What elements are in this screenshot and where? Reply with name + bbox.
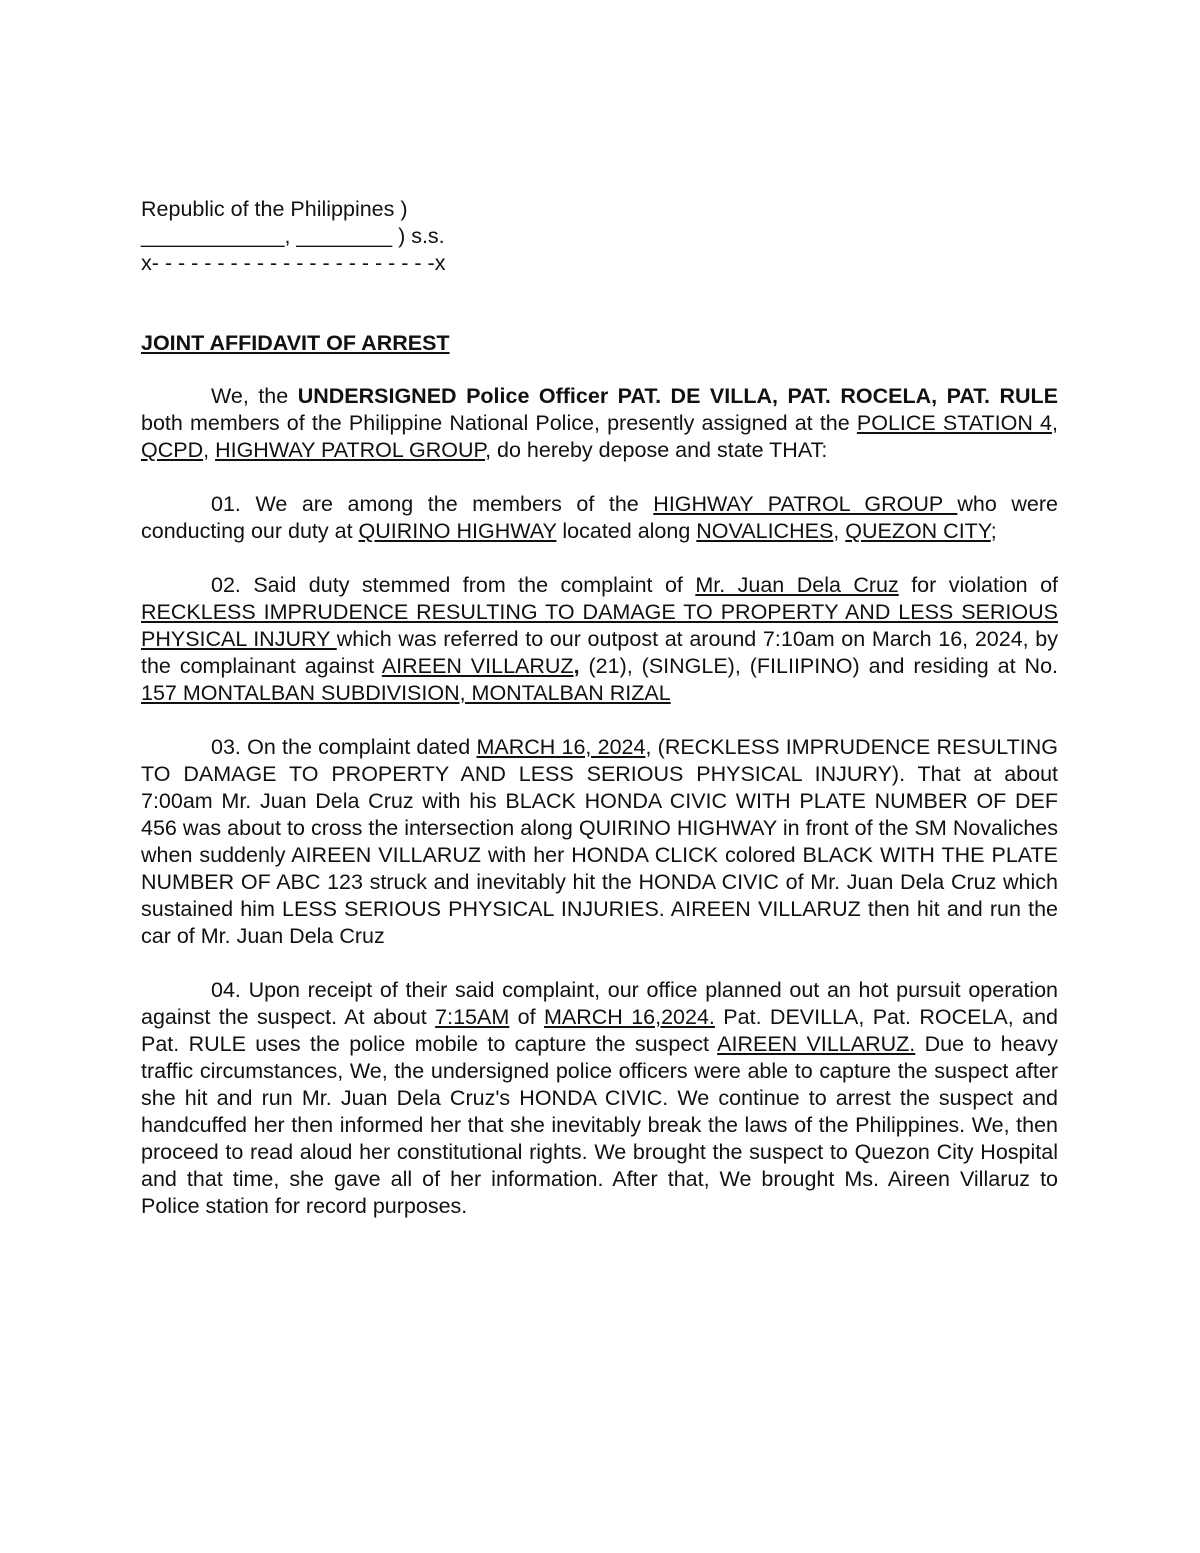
intro-sep-1: , — [1052, 411, 1058, 435]
intro-text-3: , do hereby depose and state THAT: — [485, 438, 828, 462]
p03-text-2: , (RECKLESS IMPRUDENCE RESULTING TO DAMAGE TO PROPERTY AND LESS SERIOUS PHYSICAL INJURY). That at about 7:00am Mr. Juan Dela Cruz with his BLACK HONDA CIVIC WITH PLATE NUMBER OF DEF 456 was about to cross the intersection along QUIRINO HIGHWAY in front of the SM Novaliches when suddenly AIREEN VILLARUZ with her HONDA CLICK colored BLACK WITH THE PLATE NUMBER OF ABC 123 struck and inevitably hit the HONDA CIVIC of Mr. Juan Dela Cruz which sustained him LESS SERIOUS PHYSICAL INJURIES. AIREEN VILLARUZ then hit and run the car of Mr. Juan Dela Cruz — [141, 735, 1058, 948]
paragraph-03 — [141, 734, 1058, 950]
p03-text-1: 03. On the complaint dated — [211, 735, 477, 759]
p02-text-4: (21), (SINGLE), (FILIIPINO) and residing at No. — [579, 654, 1059, 678]
p04-text-4: Due to heavy traffic circumstances, We, the undersigned police officers were able to capture the suspect after she hit and run Mr. Juan Dela Cruz's HONDA CIVIC. We continue to arrest the suspect and handcuffed her then informed her that she inevitably break the laws of the Philippines. We, then proceed to read aloud her constitutional rights. We brought the suspect to Quezon City Hospital and that time, she gave all of her information. After that, We brought Ms. Aireen Villaruz to Police station for record purposes. — [141, 1032, 1058, 1218]
paragraph-04 — [141, 977, 1058, 1220]
p03-date: MARCH 16, 2024 — [476, 735, 646, 759]
p01-group: HIGHWAY PATROL GROUP — [653, 492, 958, 516]
p01-text-1: 01. We are among the members of the — [211, 492, 654, 516]
p01-end: ; — [990, 519, 997, 543]
p04-time: 7:15AM — [435, 1005, 510, 1029]
document-title: JOINT AFFIDAVIT OF ARREST — [141, 331, 450, 355]
p02-text-1: 02. Said duty stemmed from the complaint of — [211, 573, 696, 597]
paragraph-02 — [141, 572, 1058, 707]
p02-comma: , — [573, 654, 580, 678]
venue-line-blanks: ____________, ________ ) s.s. — [141, 224, 445, 248]
p04-text-2: of — [509, 1005, 544, 1029]
p01-city: QUEZON CITY — [845, 519, 991, 543]
p02-complainant: Mr. Juan Dela Cruz — [695, 573, 899, 597]
venue-divider: x- - - - - - - - - - - - - - - - - - - - - -x — [141, 251, 446, 275]
p04-text-3: Pat. DEVILLA, Pat. ROCELA, and Pat. RULE uses the police mobile to capture the suspect — [141, 1005, 1058, 1056]
intro-group: HIGHWAY PATROL GROUP — [215, 438, 486, 462]
p01-highway: QUIRINO HIGHWAY — [358, 519, 557, 543]
p01-text-3: located along — [556, 519, 697, 543]
paragraph-01 — [141, 491, 1058, 545]
intro-station: POLICE STATION 4 — [856, 411, 1053, 435]
p04-date: MARCH 16,2024. — [543, 1005, 715, 1029]
intro-text-1: We, the — [211, 384, 298, 408]
p02-text-3: which was referred to our outpost at around 7:10am on March 16, 2024, by the complainant against — [141, 627, 1058, 678]
p01-novaliches: NOVALICHES — [696, 519, 834, 543]
intro-text-2: both members of the Philippine National Police, presently assigned at the — [141, 411, 857, 435]
p02-address: 157 MONTALBAN SUBDIVISION, MONTALBAN RIZAL — [141, 681, 671, 705]
p04-text-1: 04. Upon receipt of their said complaint, our office planned out an hot pursuit operation against the suspect. At about — [141, 978, 1058, 1029]
p04-suspect: AIREEN VILLARUZ. — [717, 1032, 916, 1056]
p02-suspect: AIREEN VILLARUZ — [381, 654, 574, 678]
p02-violation: RECKLESS IMPRUDENCE RESULTING TO DAMAGE TO PROPERTY AND LESS SERIOUS PHYSICAL INJURY — [141, 600, 1058, 651]
intro-paragraph — [141, 383, 1058, 464]
intro-officers: UNDERSIGNED Police Officer PAT. DE VILLA, PAT. ROCELA, PAT. RULE — [297, 384, 1058, 408]
venue-line-republic: Republic of the Philippines ) — [141, 197, 408, 221]
p01-sep: , — [833, 519, 846, 543]
p01-text-2: who were conducting our duty at — [141, 492, 1058, 543]
intro-qcpd: QCPD — [141, 438, 204, 462]
affidavit-page — [141, 196, 1058, 1220]
intro-sep-2: , — [203, 438, 216, 462]
p02-text-2: for violation of — [898, 573, 1058, 597]
